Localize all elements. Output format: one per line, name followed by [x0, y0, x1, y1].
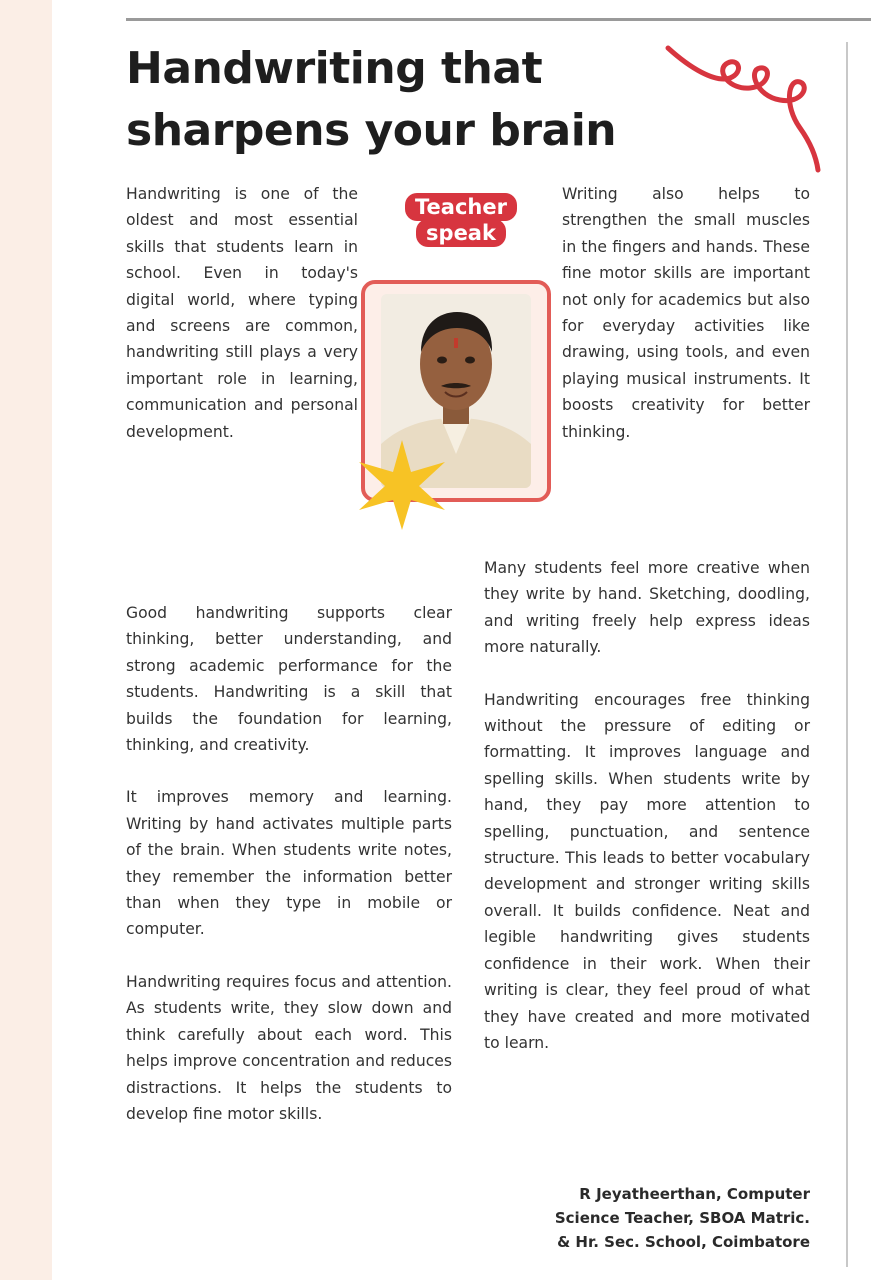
teacher-speak-badge: [390, 193, 532, 247]
badge-line-1: Teacher: [405, 193, 517, 221]
badge-line-2: speak: [416, 219, 506, 247]
intro-left-paragraph: Handwriting is one of the oldest and most essential skills that students learn in school. Even in today's digital world, where typing and screens are common, handwriting still plays a very important role in learning, communication and personal development.: [126, 185, 358, 441]
top-rule: [126, 18, 871, 21]
byline-line-2: Science Teacher, SBOA Matric.: [554, 1209, 810, 1227]
right-column: [484, 555, 810, 1082]
intro-right-paragraph: Writing also helps to strengthen the small muscles in the fingers and hands. These fine motor skills are important not only for academics but also for everyday activities like drawing, using tools, and even playing musical instruments. It boosts creativity for better thinking.: [562, 185, 810, 441]
author-byline: [484, 1182, 810, 1254]
left-column: [126, 600, 452, 1153]
squiggle-icon: [660, 38, 830, 178]
star-burst-icon: [355, 438, 449, 532]
headline-line-2: sharpens your brain: [126, 105, 617, 156]
byline-line-3: & Hr. Sec. School, Coimbatore: [557, 1233, 810, 1251]
column-rule: [846, 42, 848, 1267]
right-paragraph-1: Many students feel more creative when they write by hand. Sketching, doodling, and writing freely help express ideas more naturally.: [484, 559, 810, 657]
byline-line-1: R Jeyatheerthan, Computer: [579, 1185, 810, 1203]
left-paragraph-2: It improves memory and learning. Writing by hand activates multiple parts of the brain. When students write notes, they remember the information better than when they type in mobile or computer.: [126, 788, 452, 939]
headline-line-1: Handwriting that: [126, 43, 543, 94]
left-paragraph-1: Good handwriting supports clear thinking, better understanding, and strong academic performance for the students. Handwriting is a skill that builds the foundation for learning, thinking, and creativity.: [126, 604, 452, 755]
right-paragraph-2: Handwriting encourages free thinking without the pressure of editing or formatting. It improves language and spelling skills. When students write by hand, they pay more attention to spelling, punctuation, and sentence structure. This leads to better vocabulary development and stronger writing skills overall. It builds confidence. Neat and legible handwriting gives students confidence in their work. When their writing is clear, they feel proud of what they have created and more motivated to learn.: [484, 690, 810, 1052]
page-margin-strip: [0, 0, 52, 1280]
left-paragraph-3: Handwriting requires focus and attention. As students write, they slow down and think carefully about each word. This helps improve concentration and reduces distractions. It helps the students to develop fine motor skills.: [126, 972, 452, 1123]
